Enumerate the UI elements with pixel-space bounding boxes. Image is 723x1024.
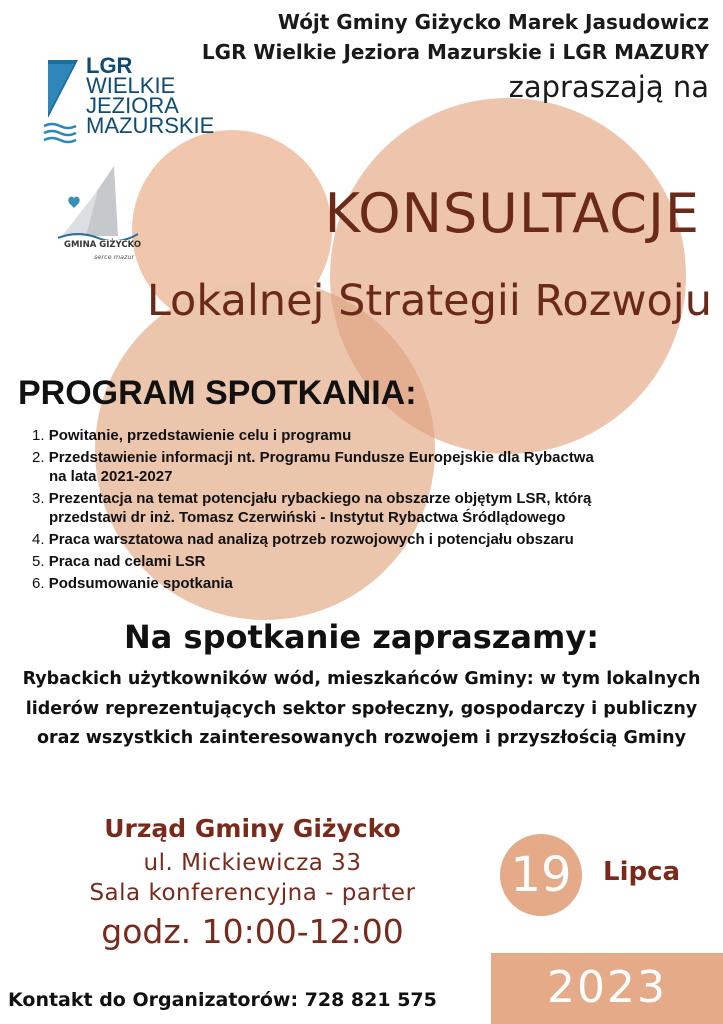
date-month: Lipca xyxy=(603,857,681,887)
list-item: 2. Przedstawienie informacji nt. Programu Fundusze Europejskie dla Rybactwa na lata 2021-2027 xyxy=(32,449,594,485)
program-heading: PROGRAM SPOTKANIA: xyxy=(18,374,417,412)
lgr-logo-line: WIELKIE xyxy=(86,73,176,98)
invite-heading: Na spotkanie zapraszamy: xyxy=(124,618,599,656)
venue-room: Sala konferencyjna - parter xyxy=(89,880,416,906)
list-item: 4. Praca warsztatowa nad analizą potrzeb rozwojowych i potencjału obszaru xyxy=(32,531,574,548)
organizer-line-1: Wójt Gminy Giżycko Marek Jasudowicz xyxy=(277,10,709,34)
invite-text: Rybackich użytkowników wód, mieszkańców Gminy: w tym lokalnych liderów reprezentujących sektor społeczny, gospodarczy i publiczny oraz wszystkich zainteresowanych rozwojem i przyszłością Gminy xyxy=(22,669,701,748)
list-item: 5. Praca nad celami LSR xyxy=(32,553,206,570)
lgr-logo-text xyxy=(86,53,215,138)
lgr-logo-line: JEZIORA xyxy=(86,93,179,118)
list-item: 1. Powitanie, przedstawienie celu i programu xyxy=(32,427,352,444)
venue-address: ul. Mickiewicza 33 xyxy=(143,850,362,876)
gmina-logo-motto: serce mazur xyxy=(94,253,135,261)
gmina-logo-name: GMINA GIŻYCKO xyxy=(64,240,142,250)
lgr-logo xyxy=(42,53,215,146)
sail-icon xyxy=(42,56,82,144)
date-year: 2023 xyxy=(547,962,667,1013)
list-item: 6. Podsumowanie spotkania xyxy=(32,575,233,592)
date-day-badge: 19 xyxy=(500,834,582,916)
program-list xyxy=(32,426,672,596)
page-subtitle: Lokalnej Strategii Rozwoju xyxy=(146,276,712,326)
contact-info: Kontakt do Organizatorów: 728 821 575 xyxy=(8,989,437,1011)
lgr-logo-line: LGR xyxy=(86,53,133,78)
venue-name: Urząd Gminy Giżycko xyxy=(104,814,401,843)
list-item: 3. Prezentacja na temat potencjału rybackiego na obszarze objętym LSR, którą przedstawi dr inż. Tomasz Czerwiński - Instytut Rybactwa Śródlądowego xyxy=(32,490,592,526)
meeting-time: godz. 10:00-12:00 xyxy=(101,912,404,951)
organizer-line-2: LGR Wielkie Jeziora Mazurskie i LGR MAZURY xyxy=(201,40,709,64)
lgr-logo-line: MAZURSKIE xyxy=(86,113,215,138)
page-title: KONSULTACJE xyxy=(324,182,700,245)
invite-phrase: zapraszają na xyxy=(508,70,709,104)
